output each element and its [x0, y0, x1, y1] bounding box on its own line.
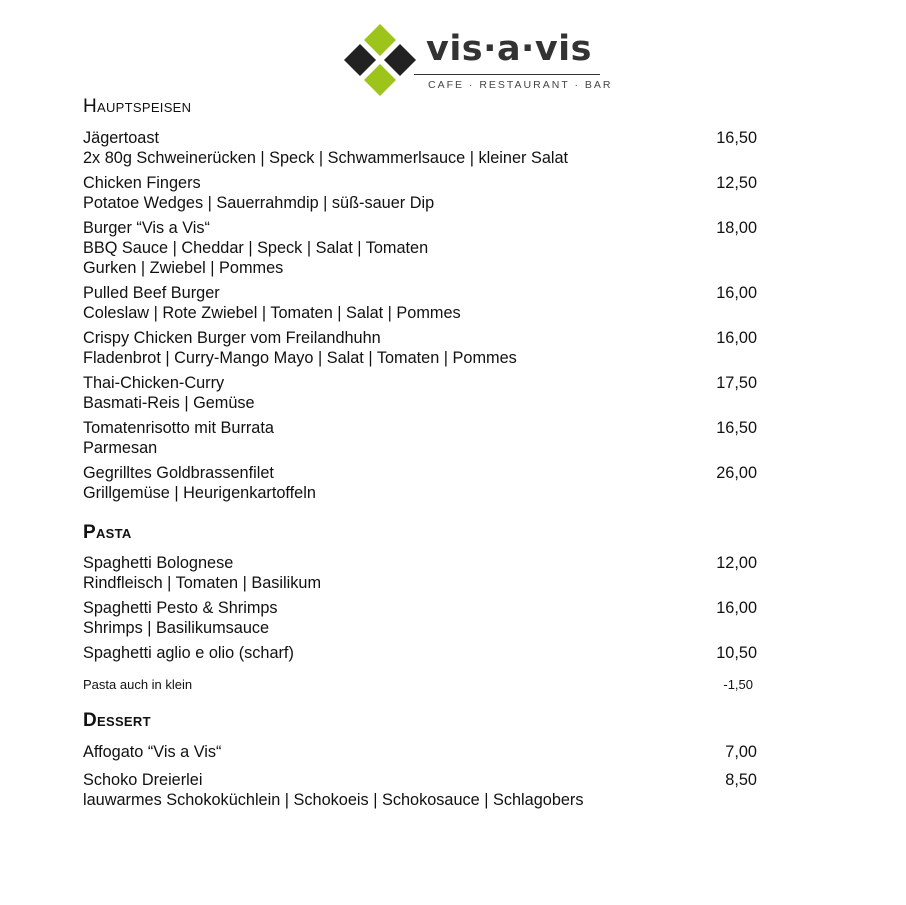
item-desc: Shrimps | Basilikumsauce: [83, 619, 270, 637]
item-name: Schoko Dreierlei: [83, 771, 203, 789]
section-pasta: [83, 522, 763, 693]
section-title: Pasta: [83, 522, 132, 543]
item-name: Affogato “Vis a Vis“: [83, 743, 222, 761]
item-name: Burger “Vis a Vis“: [83, 219, 210, 237]
item-name: Jägertoast: [83, 129, 160, 147]
menu-item: [83, 553, 763, 593]
item-price: 12,00: [716, 554, 757, 572]
item-name: Pulled Beef Burger: [83, 284, 220, 302]
item-name: Spaghetti Pesto & Shrimps: [83, 599, 278, 617]
section-title: Dessert: [83, 710, 151, 731]
item-price: 8,50: [725, 771, 757, 789]
menu-item: [83, 328, 763, 368]
item-price: 12,50: [716, 174, 757, 192]
item-price: 10,50: [716, 644, 757, 662]
item-price: 16,00: [716, 599, 757, 617]
logo-diamonds-icon: [342, 22, 418, 98]
item-name: Spaghetti Bolognese: [83, 554, 234, 572]
menu-item: [83, 418, 763, 458]
item-desc: Rindfleisch | Tomaten | Basilikum: [83, 574, 322, 592]
item-name: Gegrilltes Goldbrassenfilet: [83, 464, 274, 482]
menu-item: [83, 643, 763, 663]
note-price: -1,50: [723, 677, 753, 692]
item-desc: Parmesan: [83, 439, 158, 457]
item-name: Crispy Chicken Burger vom Freilandhuhn: [83, 329, 381, 347]
note-text: Pasta auch in klein: [83, 677, 193, 692]
menu-item: [83, 373, 763, 413]
menu: [83, 96, 763, 810]
menu-item: [83, 283, 763, 323]
item-price: 7,00: [725, 743, 757, 761]
item-price: 16,50: [716, 129, 757, 147]
logo: [342, 22, 613, 98]
item-desc: BBQ Sauce | Cheddar | Speck | Salat | Tomaten: [83, 239, 429, 257]
item-desc: Fladenbrot | Curry-Mango Mayo | Salat | Tomaten | Pommes: [83, 349, 517, 367]
section-dessert: [83, 710, 763, 810]
menu-note: [83, 677, 763, 693]
section-title: Hauptspeisen: [83, 96, 192, 117]
item-name: Chicken Fingers: [83, 174, 201, 192]
section-hauptspeisen: [83, 96, 763, 503]
item-desc: lauwarmes Schokoküchlein | Schokoeis | Schokosauce | Schlagobers: [83, 791, 584, 809]
menu-item: [83, 128, 763, 168]
item-desc: Potatoe Wedges | Sauerrahmdip | süß-sauer Dip: [83, 194, 435, 212]
menu-item: [83, 463, 763, 503]
logo-wordmark: vis·a·vis: [426, 29, 592, 69]
item-name: Tomatenrisotto mit Burrata: [83, 419, 274, 437]
item-price: 17,50: [716, 374, 757, 392]
item-name: Spaghetti aglio e olio (scharf): [83, 644, 294, 662]
item-price: 16,00: [716, 284, 757, 302]
menu-item: [83, 742, 763, 762]
item-desc: Coleslaw | Rote Zwiebel | Tomaten | Salat | Pommes: [83, 304, 461, 322]
menu-item: [83, 770, 763, 810]
menu-item: [83, 218, 763, 278]
menu-item: [83, 173, 763, 213]
item-price: 26,00: [716, 464, 757, 482]
item-desc: Grillgemüse | Heurigenkartoffeln: [83, 484, 316, 502]
logo-tagline: CAFE · RESTAURANT · BAR: [428, 79, 613, 91]
logo-rule: [414, 74, 600, 75]
item-desc-line2: Gurken | Zwiebel | Pommes: [83, 259, 284, 277]
item-name: Thai-Chicken-Curry: [83, 374, 225, 392]
item-price: 16,50: [716, 419, 757, 437]
item-price: 18,00: [716, 219, 757, 237]
item-price: 16,00: [716, 329, 757, 347]
menu-item: [83, 598, 763, 638]
item-desc: 2x 80g Schweinerücken | Speck | Schwammerlsauce | kleiner Salat: [83, 149, 569, 167]
item-desc: Basmati-Reis | Gemüse: [83, 394, 255, 412]
